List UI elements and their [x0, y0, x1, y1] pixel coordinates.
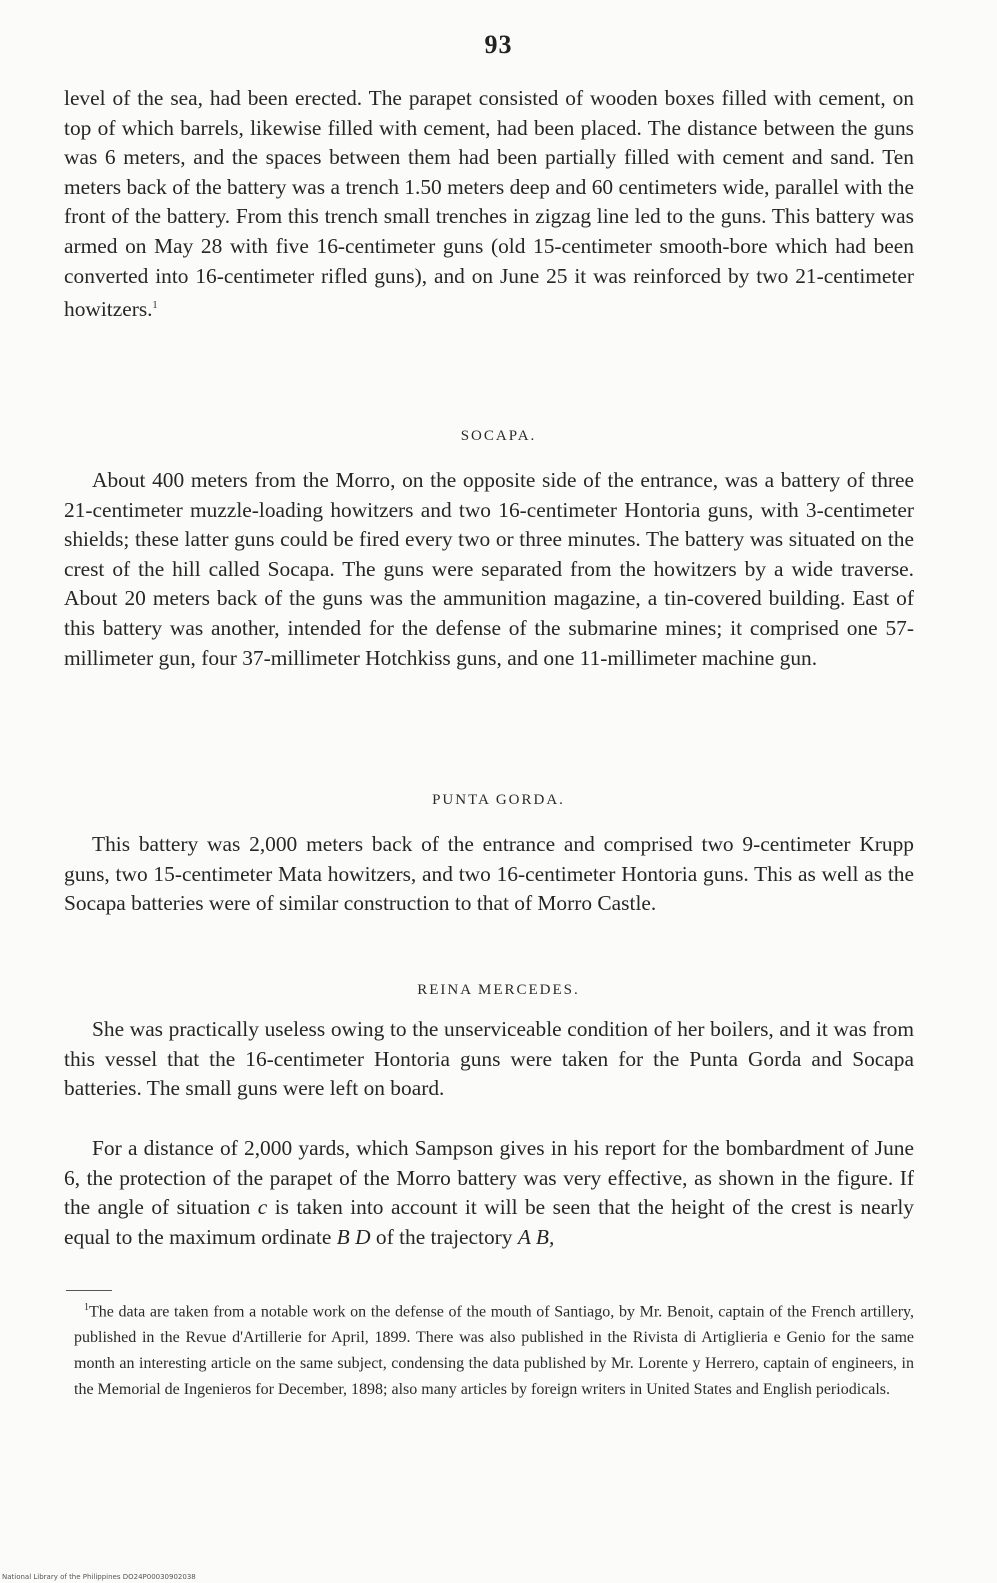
section-heading-reina-mercedes: REINA MERCEDES.	[417, 982, 580, 998]
scan-credit: National Library of the Philippines DO24P00030902038	[2, 1573, 196, 1581]
footnote	[74, 1295, 914, 1403]
paragraph-morro-battery	[64, 84, 914, 325]
section-heading-socapa: SOCAPA.	[460, 428, 537, 444]
footnote-text: The data are taken from a notable work on the defense of the mouth of Santiago, by Mr. Benoit, captain of the French artillery, published in the Revue d'Artillerie for April, 1899. There was also published in the Rivista di Artiglieria e Genio for the same month an interesting article on the same subject, condensing the data published by Mr. Lorente y Herrero, captain of engineers, in the Memorial de Ingenieros for December, 1898; also many articles by foreign writers in United States and English periodicals.	[74, 1303, 914, 1399]
variable-bd: B D	[336, 1224, 371, 1249]
paragraph-text: About 400 meters from the Morro, on the opposite side of the entrance, was a battery of three 21-centimeter muzzle-loading howitzers and two 16-centimeter Hontoria guns, with 3-centimeter shields; these latter guns could be fired every two or three minutes. The battery was situated on the crest of the hill called Socapa. The guns were separated from the howitzers by a wide traverse. About 20 meters back of the guns was the ammunition magazine, a tin-covered building. East of this battery was another, intended for the defense of the submarine mines; it comprised one 57-millimeter gun, four 37-millimeter Hotchkiss guns, and one 11-millimeter machine gun.	[64, 468, 914, 670]
paragraph-text: level of the sea, had been erected. The parapet consisted of wooden boxes filled with cement, on top of which barrels, likewise filled with cement, had been placed. The distance between the guns was 6 meters, and the spaces between them had been partially filled with cement and sand. Ten meters back of the battery was a trench 1.50 meters deep and 60 centimeters wide, parallel with the front of the battery. From this trench small trenches in zigzag line led to the guns. This battery was armed on May 28 with five 16-centimeter guns (old 15-centimeter smooth-bore which had been converted into 16-centimeter rifled guns), and on June 25 it was reinforced by two 21-centimeter howitzers.	[64, 86, 914, 322]
paragraph-text: is taken into account it will be seen that the height of the crest is nearly equal to the maximum ordinate	[64, 1195, 914, 1249]
paragraph-text: of the trajectory	[375, 1224, 513, 1249]
variable-ab: A B,	[517, 1224, 555, 1249]
variable-c: c	[257, 1195, 268, 1220]
paragraph-text: For a distance of 2,000 yards, which Sampson gives in his report for the bombardment of June 6, the protection of the parapet of the Morro battery was very effective, as shown in the figure. If the angle of situation	[64, 1136, 914, 1220]
paragraph-sampson	[64, 1134, 914, 1252]
footnote-divider	[66, 1290, 112, 1291]
page-number: 93	[484, 30, 513, 59]
section-heading-punta-gorda: PUNTA GORDA.	[432, 792, 565, 808]
paragraph-socapa	[64, 466, 914, 673]
footnote-reference[interactable]: 1	[152, 300, 158, 312]
paragraph-text: She was practically useless owing to the unserviceable condition of her boilers, and it was from this vessel that the 16-centimeter Hontoria guns were taken for the Punta Gorda and Socapa batteries. The small guns were left on board.	[64, 1017, 914, 1101]
paragraph-text: This battery was 2,000 meters back of the entrance and comprised two 9-centimeter Krupp guns, two 15-centimeter Mata howitzers, and two 16-centimeter Hontoria guns. This as well as the Socapa batteries were of similar construction to that of Morro Castle.	[64, 832, 914, 916]
footnote-number: 1	[84, 1302, 89, 1313]
paragraph-reina-mercedes	[64, 1015, 914, 1104]
paragraph-punta-gorda	[64, 830, 914, 919]
